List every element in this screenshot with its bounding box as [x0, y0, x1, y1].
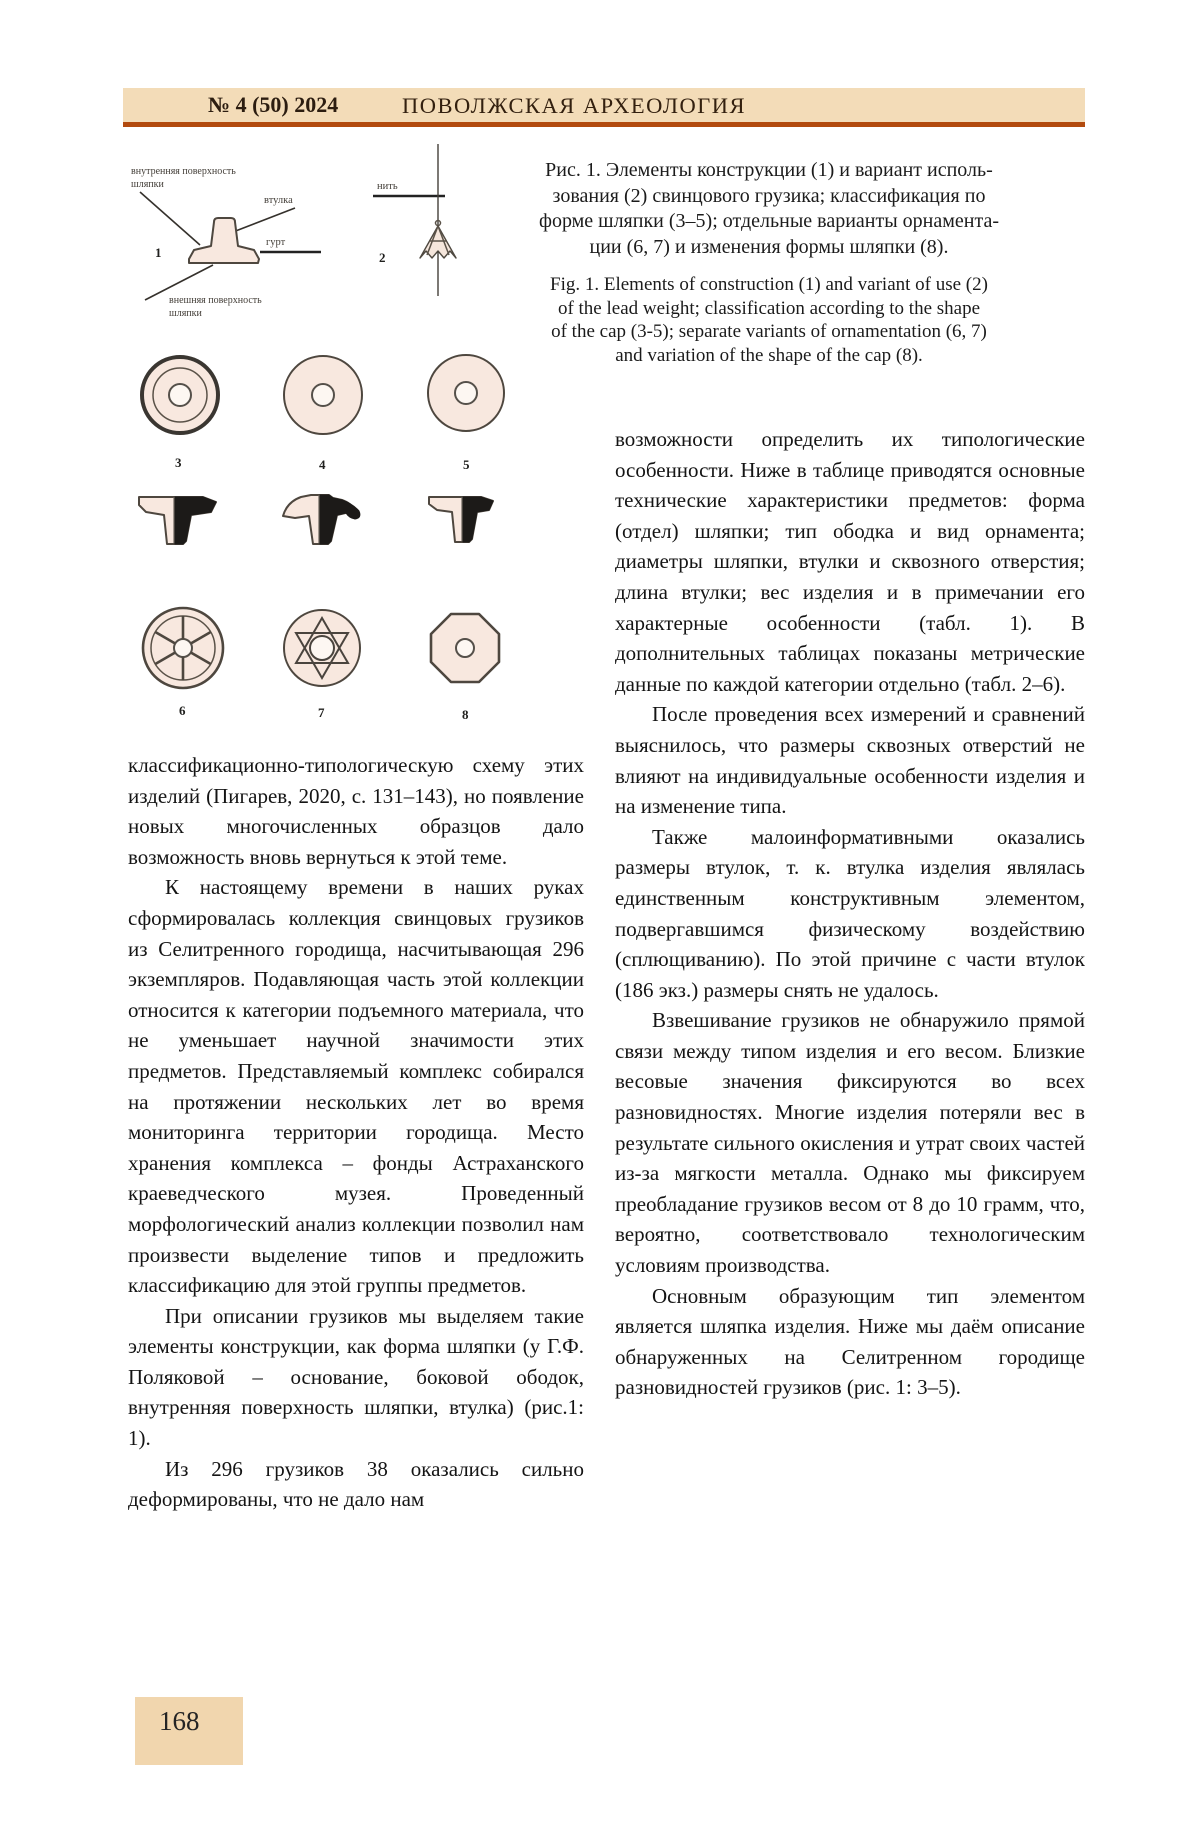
ornament-disc-8-octagon	[431, 614, 499, 682]
paragraph: При описании грузиков мы выделяем такие элементы конструкции, как форма шляпки (у Г.Ф. Поляковой – основание, боковой ободок, внутренняя поверхность шляпки, втулка) (рис.1: 1).	[128, 1303, 584, 1451]
label-thread: нить	[377, 181, 398, 192]
label-outer-surface: внешняя поверхность шляпки	[169, 295, 262, 319]
paragraph: Основным образующим тип элементом является шляпка изделия. Ниже мы даём описание обнаруженных на Селитренном городище разновидностей грузиков (рис. 1: 3–5).	[615, 1283, 1085, 1400]
page-number-block	[135, 1697, 243, 1765]
cap-shape-disc-4	[284, 356, 362, 434]
section-profile-2	[283, 495, 360, 544]
figure-item-number-8: 8	[462, 707, 469, 722]
left-text-column	[128, 750, 584, 1515]
paragraph: возможности определить их типологические особенности. Ниже в таблице приводятся основные технические характеристики предметов: форма (отдел) шляпки; тип ободка и вид орнамента; диаметры шляпки, втулки и сквозного отверстия; длина втулки; вес изделия и в примечании его характерные особенности (табл. 1). В дополнительных таблицах показаны метрические данные по каждой категории отдельно (табл. 2–6).	[615, 427, 1085, 696]
section-profile-1	[139, 497, 216, 544]
section-profile-3	[429, 497, 493, 542]
label-sleeve: втулка	[264, 195, 293, 206]
paragraph: К настоящему времени в наших руках сформировалась коллекция свинцовых грузиков из Селитренного городища, насчитывающая 296 экземпляров. Подавляющая часть этой коллекции относится к категории подъемного материала, что не уменьшает научной значимости этих предметов. Представляемый комплекс собирался на протяжении нескольких лет во время мониторинга территории городища. Место хранения комплекса – фонды Астраханского краеведческого музея. Проведенный морфологический анализ коллекции позволил нам произвести выделение типов и предложить классификацию для этой группы предметов.	[128, 875, 584, 1298]
figure-item-number-6: 6	[179, 703, 186, 718]
weight-cross-section-diagram	[140, 192, 321, 300]
cap-shape-disc-3	[142, 357, 218, 433]
paragraph: классификационно-типологическую схему этих изделий (Пигарев, 2020, с. 131–143), но появление новых многочисленных образцов дало возможность вновь вернуться к этой теме.	[128, 753, 584, 869]
figure-caption	[445, 158, 1093, 367]
weight-on-thread-diagram	[373, 144, 456, 296]
page-number: 168	[159, 1706, 200, 1736]
figure-item-number-3: 3	[175, 455, 182, 470]
paragraph: После проведения всех измерений и сравнений выяснилось, что размеры сквозных отверстий не влияют на индивидуальные особенности изделия и на изменение типа.	[615, 702, 1085, 819]
right-text-column	[615, 424, 1085, 1403]
figure-item-number-4: 4	[319, 457, 326, 472]
figure-item-number-2: 2	[379, 250, 386, 265]
figure-item-number-1: 1	[155, 245, 162, 260]
ornament-disc-7-hexagram	[284, 610, 360, 686]
paragraph: Взвешивание грузиков не обнаружило прямой связи между типом изделия и его весом. Близкие весовые значения фиксируются во всех разновидностях. Многие изделия потеряли вес в результате сильного окисления и утрат своих частей из-за мягкости металла. Однако мы фиксируем преобладание грузиков весом от 8 до 10 грамм, что, вероятно, соответствовало технологическим условиям производства.	[615, 1008, 1085, 1278]
figure-item-number-7: 7	[318, 705, 325, 720]
figure-caption-russian: Рис. 1. Элементы конструкции (1) и вариант исполь- зования (2) свинцового грузика; классификация по форме шляпки (3–5); отдельные варианты орнамента- ции (6, 7) и изменения формы шляпки (8).	[538, 159, 999, 258]
ornament-disc-6-wheel	[143, 608, 223, 688]
journal-title: ПОВОЛЖСКАЯ АРХЕОЛОГИЯ	[402, 93, 746, 118]
journal-header	[123, 88, 1085, 127]
label-edge: гурт	[266, 237, 286, 248]
figure-caption-english: Fig. 1. Elements of construction (1) and variant of use (2) of the lead weight; classification according to the shape of the cap (3-5); separate variants of ornamentation (6, 7) and variation of the shape of the cap (8).	[550, 274, 988, 366]
paragraph: Из 296 грузиков 38 оказались сильно деформированы, что не дало нам	[128, 1456, 584, 1512]
figure-item-number-5: 5	[463, 457, 470, 472]
label-inner-surface: внутренняя поверхность шляпки	[131, 166, 236, 190]
paragraph: Также малоинформативными оказались размеры втулок, т. к. втулка изделия являлась единственным конструктивным элементом, подвергавшимся физическому воздействию (сплющиванию). По этой причине с части втулок (186 экз.) размеры снять не удалось.	[615, 824, 1085, 1002]
issue-number: № 4 (50) 2024	[208, 92, 339, 117]
